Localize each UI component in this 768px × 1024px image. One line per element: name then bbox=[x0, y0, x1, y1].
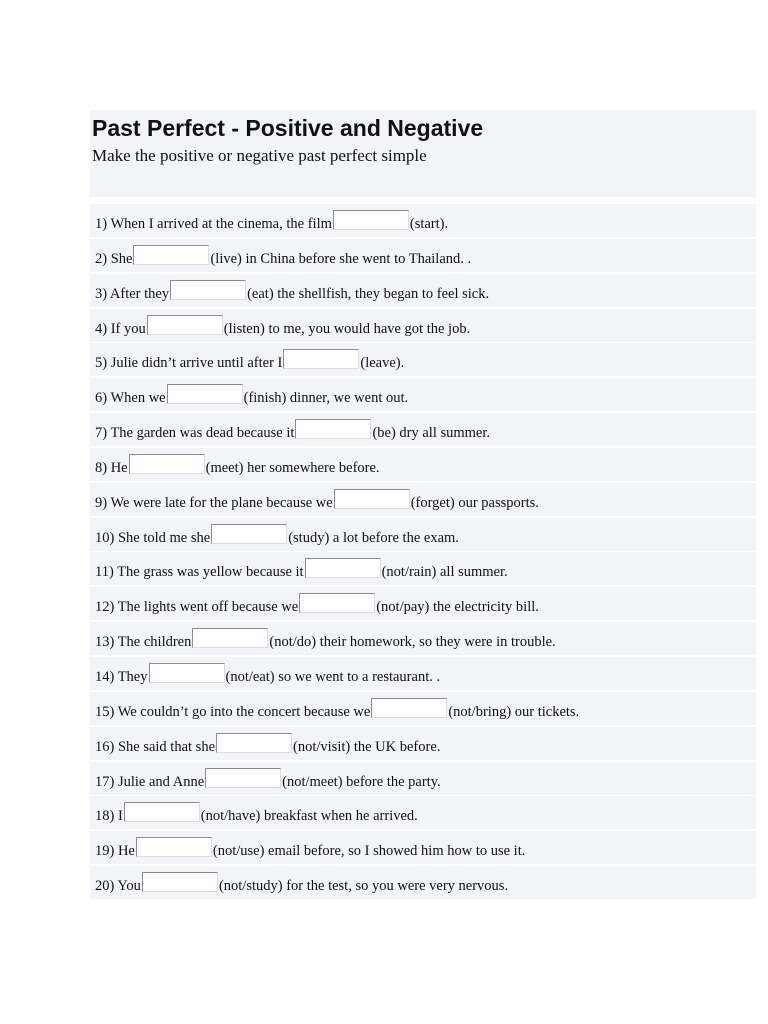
answer-input[interactable] bbox=[136, 837, 212, 857]
answer-input[interactable] bbox=[334, 489, 410, 509]
question-row bbox=[90, 483, 756, 516]
question-text-after: (not/bring) our tickets. bbox=[448, 703, 580, 720]
question-text-after: (be) dry all summer. bbox=[372, 425, 491, 442]
question-text-after: (not/eat) so we went to a restaurant. . bbox=[225, 668, 441, 685]
question-text-after: (not/visit) the UK before. bbox=[293, 738, 441, 755]
question-text-before: 18) I bbox=[95, 808, 123, 825]
question-text-after: (not/do) their homework, so they were in trouble. bbox=[269, 634, 556, 651]
question-row bbox=[90, 587, 756, 620]
question-text-before: 11) The grass was yellow because it bbox=[95, 564, 304, 581]
answer-input[interactable] bbox=[192, 628, 268, 648]
answer-input[interactable] bbox=[211, 524, 287, 544]
question-text-after: (listen) to me, you would have got the job. bbox=[223, 320, 471, 337]
question-text-after: (not/rain) all summer. bbox=[381, 564, 508, 581]
question-row bbox=[90, 448, 756, 481]
answer-input[interactable] bbox=[216, 733, 292, 753]
question-text-before: 7) The garden was dead because it bbox=[95, 425, 295, 442]
answer-input[interactable] bbox=[205, 768, 281, 788]
answer-input[interactable] bbox=[283, 349, 359, 369]
question-text-before: 16) She said that she bbox=[95, 738, 216, 755]
question-text-after: (not/have) breakfast when he arrived. bbox=[200, 808, 418, 825]
question-row bbox=[90, 552, 756, 585]
answer-input[interactable] bbox=[129, 454, 205, 474]
question-text-after: (meet) her somewhere before. bbox=[205, 459, 380, 476]
question-text-before: 14) They bbox=[95, 668, 148, 685]
question-row bbox=[90, 343, 756, 376]
question-text-before: 15) We couldn’t go into the concert because we bbox=[95, 703, 371, 720]
question-text-after: (not/study) for the test, so you were very nervous. bbox=[218, 878, 509, 895]
question-text-before: 5) Julie didn’t arrive until after I bbox=[95, 355, 283, 372]
answer-input[interactable] bbox=[371, 698, 447, 718]
question-row bbox=[90, 831, 756, 864]
answer-input[interactable] bbox=[295, 419, 371, 439]
question-row bbox=[90, 762, 756, 795]
question-list bbox=[90, 204, 756, 899]
question-row bbox=[90, 239, 756, 272]
question-text-before: 1) When I arrived at the cinema, the film bbox=[95, 216, 332, 232]
question-text-before: 20) You bbox=[95, 878, 141, 895]
question-text-before: 4) If you bbox=[95, 320, 146, 337]
question-text-before: 13) The children bbox=[95, 634, 192, 651]
question-text-after: (not/use) email before, so I showed him how to use it. bbox=[212, 843, 526, 860]
question-row bbox=[90, 309, 756, 342]
question-text-after: (finish) dinner, we went out. bbox=[243, 390, 409, 407]
question-row bbox=[90, 692, 756, 725]
question-row bbox=[90, 274, 756, 307]
question-text-before: 6) When we bbox=[95, 390, 166, 407]
question-text-before: 10) She told me she bbox=[95, 529, 211, 546]
question-text-after: (not/pay) the electricity bill. bbox=[376, 599, 539, 616]
answer-input[interactable] bbox=[333, 210, 409, 230]
question-text-after: (start). bbox=[409, 216, 449, 232]
worksheet bbox=[90, 110, 756, 901]
question-text-after: (not/meet) before the party. bbox=[282, 773, 441, 790]
worksheet-title: Past Perfect - Positive and Negative bbox=[92, 115, 484, 141]
answer-input[interactable] bbox=[133, 245, 209, 265]
question-text-after: (forget) our passports. bbox=[410, 494, 539, 511]
question-text-after: (live) in China before she went to Thailand. . bbox=[210, 250, 472, 267]
answer-input[interactable] bbox=[167, 384, 243, 404]
worksheet-header bbox=[90, 110, 756, 197]
answer-input[interactable] bbox=[149, 663, 225, 683]
question-row bbox=[90, 518, 756, 551]
question-row bbox=[90, 378, 756, 411]
question-row bbox=[90, 204, 756, 237]
answer-input[interactable] bbox=[170, 280, 246, 300]
question-text-before: 12) The lights went off because we bbox=[95, 599, 299, 616]
question-row bbox=[90, 657, 756, 690]
question-text-after: (study) a lot before the exam. bbox=[288, 529, 459, 546]
question-text-before: 2) She bbox=[95, 250, 133, 267]
question-text-after: (eat) the shellfish, they began to feel sick. bbox=[247, 285, 490, 302]
answer-input[interactable] bbox=[299, 593, 375, 613]
answer-input[interactable] bbox=[305, 558, 381, 578]
answer-input[interactable] bbox=[142, 872, 218, 892]
question-row bbox=[90, 866, 756, 899]
question-row bbox=[90, 413, 756, 446]
question-text-before: 17) Julie and Anne bbox=[95, 773, 205, 790]
worksheet-instructions: Make the positive or negative past perfect simple bbox=[92, 146, 427, 165]
question-text-before: 19) He bbox=[95, 843, 135, 860]
question-text-before: 9) We were late for the plane because we bbox=[95, 494, 333, 511]
question-row bbox=[90, 622, 756, 655]
question-row bbox=[90, 796, 756, 829]
answer-input[interactable] bbox=[124, 802, 200, 822]
question-text-before: 8) He bbox=[95, 459, 128, 476]
answer-input[interactable] bbox=[147, 315, 223, 335]
question-text-before: 3) After they bbox=[95, 285, 170, 302]
question-row bbox=[90, 727, 756, 760]
question-text-after: (leave). bbox=[360, 355, 405, 372]
